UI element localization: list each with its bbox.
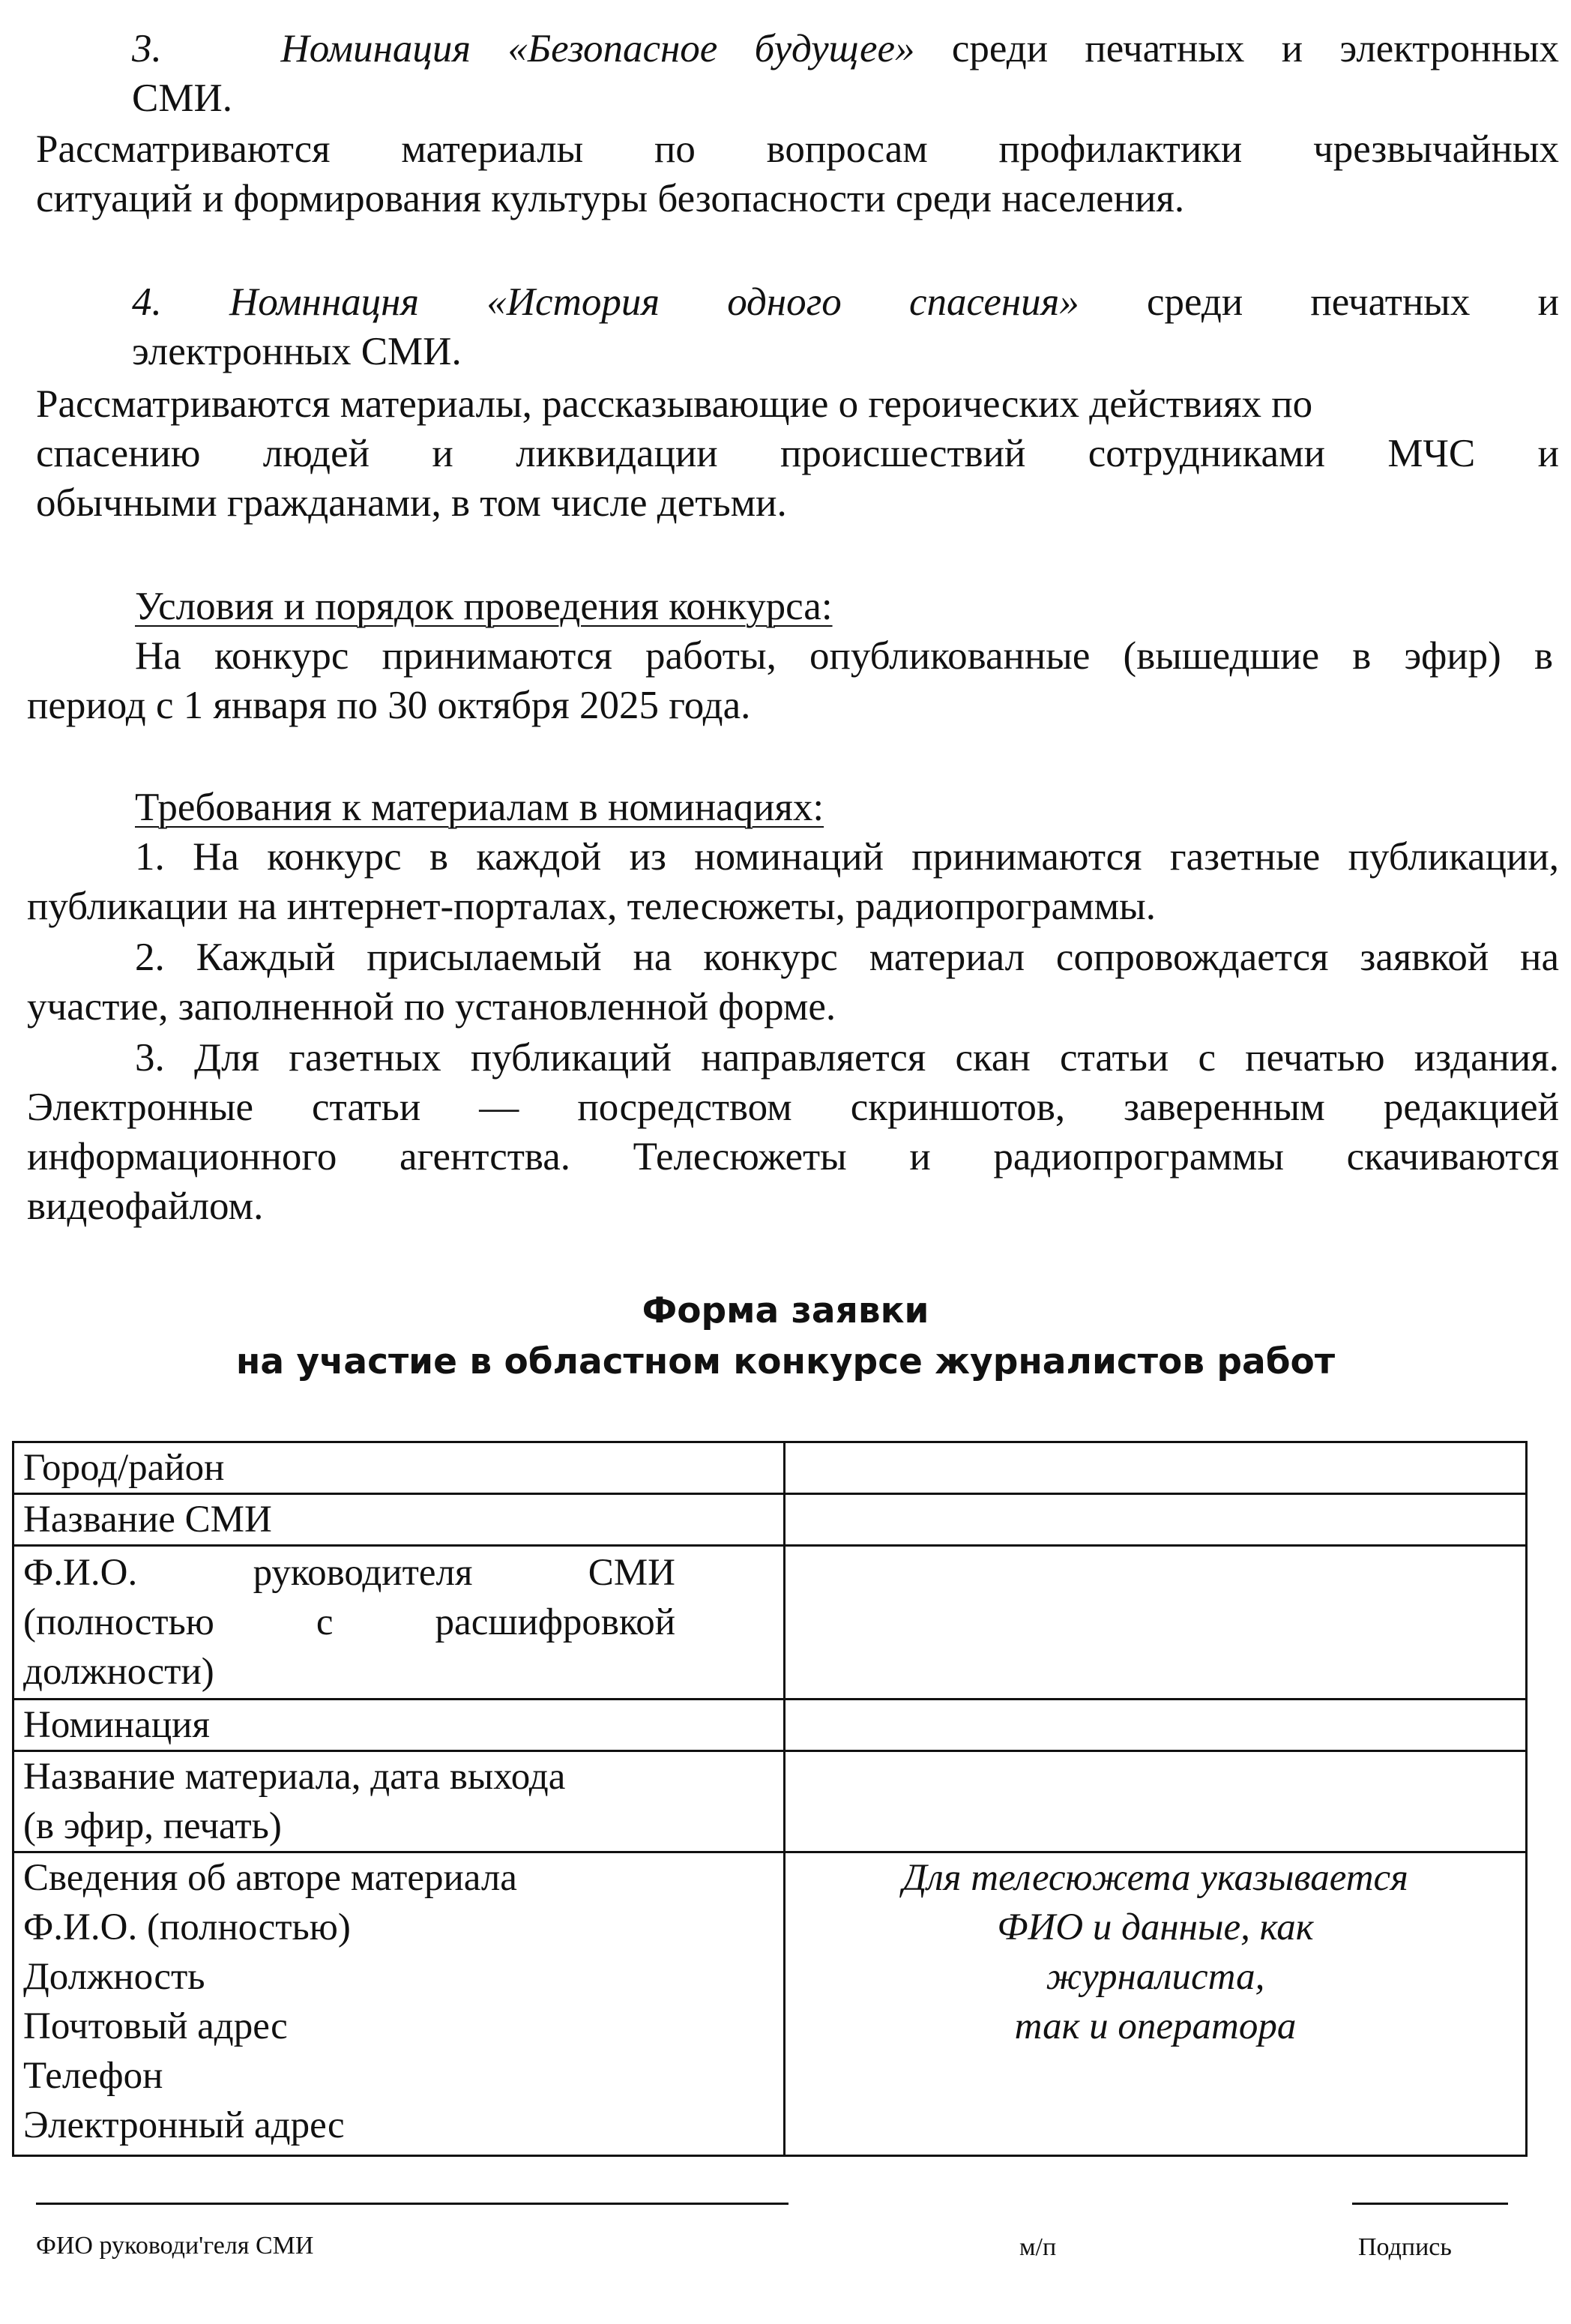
form-label: Сведения об авторе материала bbox=[23, 1857, 517, 1899]
form-row-media-name bbox=[13, 1494, 1527, 1546]
signature-caption: Подпись bbox=[1358, 2233, 1452, 2261]
form-value-cell[interactable] bbox=[785, 1494, 1527, 1546]
form-value-cell[interactable] bbox=[785, 1751, 1527, 1852]
conditions-line: период с 1 января по 30 октября 2025 года. bbox=[27, 684, 751, 727]
nomination-number: 4. bbox=[132, 280, 162, 324]
form-value-cell[interactable] bbox=[785, 1546, 1527, 1700]
signature-line-head bbox=[36, 2203, 788, 2205]
form-label: Электронный адрес bbox=[23, 2104, 345, 2146]
form-label: Телефон bbox=[23, 2055, 163, 2097]
application-form-table bbox=[12, 1441, 1528, 2157]
nomination-title: Номннацня «История одного спасения» bbox=[229, 280, 1079, 324]
nomination-scope: среди печатных и электронных bbox=[951, 27, 1559, 70]
requirements-line: 1. На конкурс в каждой из номинаций принимаются газетные публикации, bbox=[135, 835, 1559, 879]
requirements-line: публикации на интернет-порталах, телесюжеты, радиопрограммы. bbox=[27, 885, 1157, 928]
form-label-cell bbox=[13, 1852, 785, 2156]
form-subtitle: на участие в областном конкурсе журналистов работ bbox=[235, 1341, 1336, 1382]
form-label: Название СМИ bbox=[23, 1499, 272, 1541]
form-label-cell bbox=[13, 1700, 785, 1751]
form-label: (в эфир, печать) bbox=[23, 1805, 282, 1847]
form-label-cell bbox=[13, 1494, 785, 1546]
form-label: должности) bbox=[23, 1651, 214, 1693]
requirements-line: информационного агентства. Телесюжеты и радиопрограммы скачиваются bbox=[27, 1135, 1559, 1178]
form-value-cell[interactable] bbox=[785, 1442, 1527, 1494]
head-name-caption: ФИО руководи'геля СМИ bbox=[36, 2232, 314, 2260]
nomination-title: Номинация «Безопасное будущее» bbox=[280, 27, 915, 70]
nomination-4-desc-line: обычными гражданами, в том числе детьми. bbox=[36, 481, 787, 525]
form-note-line: ФИО и данные, как bbox=[997, 1906, 1314, 1948]
form-note-cell[interactable] bbox=[785, 1852, 1527, 2156]
form-value-cell[interactable] bbox=[785, 1700, 1527, 1751]
form-label: (полностью с расшифровкой bbox=[23, 1601, 675, 1643]
form-row-head-name bbox=[13, 1546, 1527, 1700]
nomination-4-heading-cont: электронных СМИ. bbox=[132, 330, 462, 373]
requirements-line: участие, заполненной по установленной форме. bbox=[27, 985, 836, 1029]
form-label-cell bbox=[13, 1442, 785, 1494]
nomination-3-heading-cont: СМИ. bbox=[132, 76, 233, 120]
form-label: Номинация bbox=[23, 1704, 210, 1746]
form-label-cell bbox=[13, 1546, 785, 1700]
form-label: Ф.И.О. (полностью) bbox=[23, 1906, 351, 1948]
form-note-line: Для телесюжета указывается bbox=[902, 1857, 1408, 1899]
form-note-line: журналиста, bbox=[1046, 1956, 1265, 1998]
nomination-4-desc-line: Рассматриваются материалы, рассказывающие о героических действиях по bbox=[36, 382, 1313, 426]
form-label: Название материала, дата выхода bbox=[23, 1756, 566, 1798]
conditions-heading: Условия и порядок проведения конкурса: bbox=[135, 585, 833, 628]
form-row-city bbox=[13, 1442, 1527, 1494]
form-label: Должность bbox=[23, 1956, 205, 1998]
nomination-scope: среди печатных и bbox=[1147, 280, 1559, 324]
nomination-number: 3. bbox=[132, 27, 162, 70]
requirements-line: 2. Каждый присылаемый на конкурс материал сопровождается заявкой на bbox=[135, 936, 1559, 979]
form-title: Форма заявки bbox=[642, 1290, 929, 1331]
nomination-4-desc-line: спасению людей и ликвидации происшествий сотрудниками МЧС и bbox=[36, 432, 1559, 475]
requirements-line: Электронные статьи — посредством скриншотов, заверенным редакцией bbox=[27, 1086, 1559, 1129]
requirements-line: 3. Для газетных публикаций направляется скан статьи с печатью издания. bbox=[135, 1036, 1559, 1080]
form-note-line: так и оператора bbox=[1014, 2005, 1297, 2047]
form-row-material bbox=[13, 1751, 1527, 1852]
nomination-3-desc-line: ситуаций и формирования культуры безопасности среди населения. bbox=[36, 177, 1185, 220]
signature-line-sign bbox=[1352, 2203, 1508, 2205]
form-label: Ф.И.О. руководителя СМИ bbox=[23, 1552, 675, 1594]
requirements-heading: Требования к материалам в номинаqиях: bbox=[135, 786, 824, 829]
form-row-nomination bbox=[13, 1700, 1527, 1751]
nomination-4-heading bbox=[132, 277, 1559, 327]
form-label: Почтовый адрес bbox=[23, 2005, 288, 2047]
requirements-line: видеофайлом. bbox=[27, 1184, 264, 1228]
stamp-caption: м/п bbox=[1019, 2233, 1057, 2261]
nomination-3-desc-line: Рассматриваются материалы по вопросам профилактики чрезвычайных bbox=[36, 127, 1559, 171]
form-label: Город/район bbox=[23, 1447, 225, 1489]
form-label-cell bbox=[13, 1751, 785, 1852]
conditions-line: На конкурс принимаются работы, опубликованные (вышедшие в эфир) в bbox=[135, 634, 1553, 678]
form-row-author bbox=[13, 1852, 1527, 2156]
nomination-3-heading bbox=[132, 24, 1559, 73]
